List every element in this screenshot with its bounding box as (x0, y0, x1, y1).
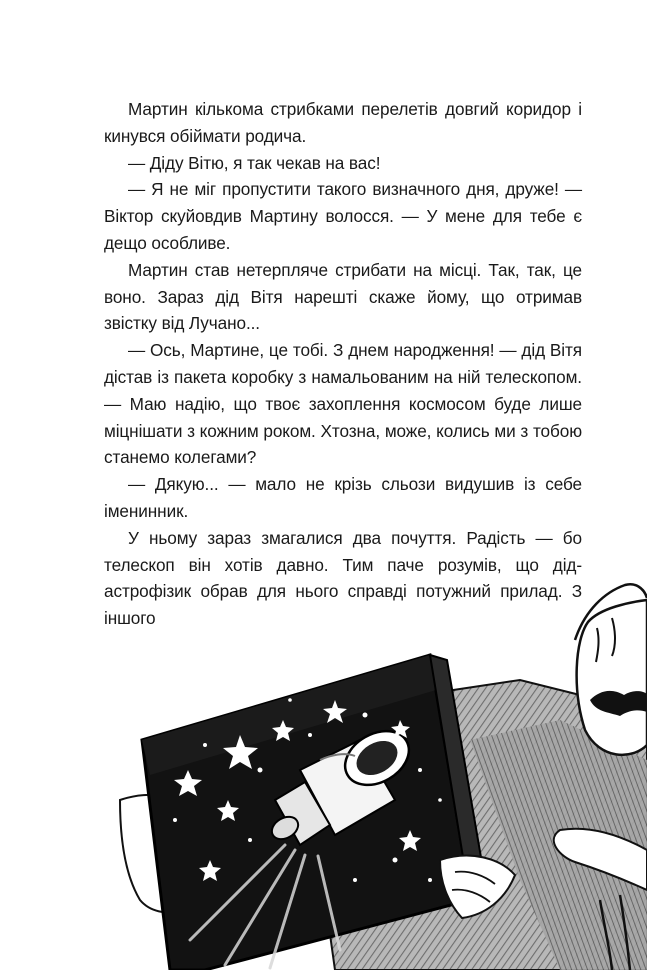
telescope-box-illustration (0, 570, 647, 970)
body-text (104, 96, 582, 632)
paragraph-4: Мартин став нетерпляче стрибати на місці. Так, так, це воно. Зараз дід Вітя нарешті скаже йому, що отримав звістку від Лучано... (104, 259, 582, 334)
paragraph-5: — Ось, Мартине, це тобі. З днем народження! — дід Вітя дістав із пакета коробку з намальованим на ній телескопом. — Маю надію, що твоє захоплення космосом буде лише міцнішати з кожним роком. Хтозна, може, колись ми з тобою станемо колегами? (104, 340, 582, 468)
paragraph-2: — Діду Вітю, я так чекав на вас! (128, 152, 381, 173)
paragraph-6: — Дякую... — мало не крізь сльози видушив із себе іменинник. (104, 474, 582, 521)
paragraph-7: У ньому зараз змагалися два почуття. Радість — бо телескоп він хотів давно. Тим паче розумів, що дід-астрофізик обрав для нього справді потужний прилад. З іншого (104, 527, 582, 629)
grandfather-head (575, 584, 647, 755)
paragraph-1: Мартин кількома стрибками перелетів довгий коридор і кинувся обіймати родича. (104, 99, 582, 146)
paragraph-3: — Я не міг пропустити такого визначного дня, друже! — Віктор скуйовдив Мартину волосся. — У мене для тебе є дещо особливе. (104, 179, 582, 253)
